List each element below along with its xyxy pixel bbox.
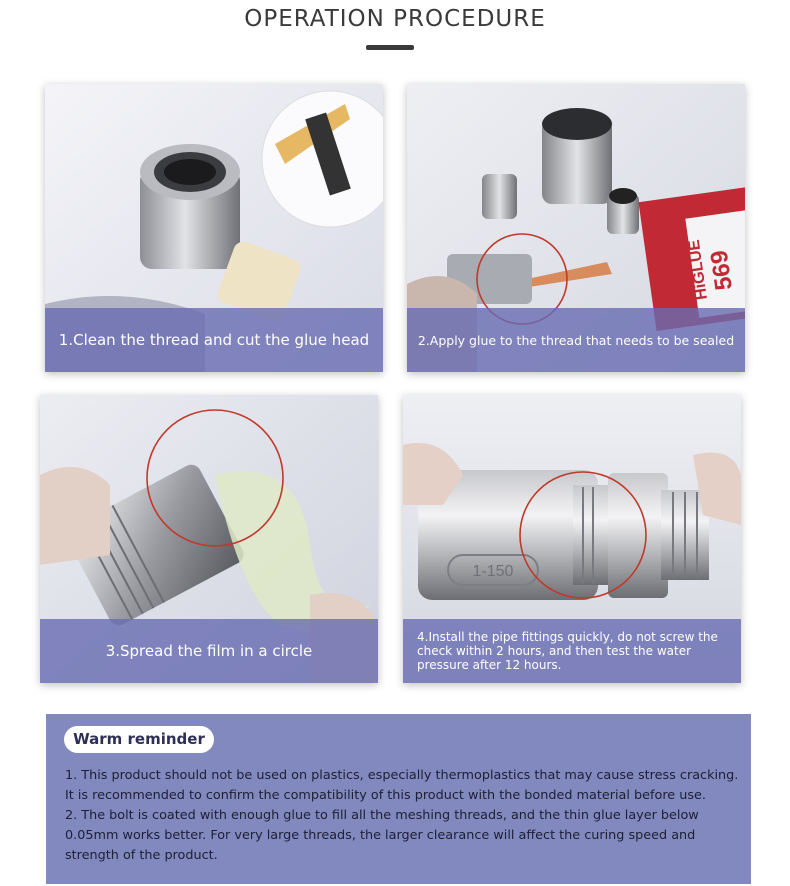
step-4-panel [403, 395, 741, 683]
step-3-panel [40, 395, 378, 683]
warm-reminder-text [65, 766, 745, 866]
reminder-line: strength of the product. [65, 848, 218, 863]
step-4-caption [403, 619, 741, 683]
step-3-caption-text: 3.Spread the film in a circle [105, 642, 313, 660]
reminder-line: 2. The bolt is coated with enough glue to fill all the meshing threads, and the thin glue layer below [65, 808, 699, 823]
warm-reminder-title: Warm reminder [64, 726, 214, 753]
step-1-panel [45, 84, 383, 372]
title-underline [366, 45, 414, 50]
page-title: OPERATION PROCEDURE [244, 6, 546, 32]
step-4-caption-text: 4.Install the pipe fittings quickly, do not screw the check within 2 hours, and then test the water pressure after 12 hours. [417, 630, 718, 672]
step-1-caption [45, 308, 383, 372]
bottle-number-label: 569 [705, 248, 738, 292]
reminder-line: 1. This product should not be used on plastics, especially thermoplastics that may cause stress cracking. [65, 768, 739, 783]
fitting-stamp-text: 1-150 [472, 563, 514, 580]
step-2-caption [407, 308, 745, 372]
step-3-caption [40, 619, 378, 683]
step-2-caption-text: 2.Apply glue to the thread that needs to be sealed [417, 332, 735, 348]
warm-reminder-box [46, 714, 751, 884]
step-1-caption-text: 1.Clean the thread and cut the glue head [58, 331, 370, 349]
step-2-panel [407, 84, 745, 372]
bottle-brand-label: HiGLUE [685, 238, 711, 301]
reminder-line: It is recommended to confirm the compatibility of this product with the bonded material before use. [65, 788, 706, 803]
reminder-line: 0.05mm works better. For very large threads, the larger clearance will affect the curing speed and [65, 828, 696, 843]
